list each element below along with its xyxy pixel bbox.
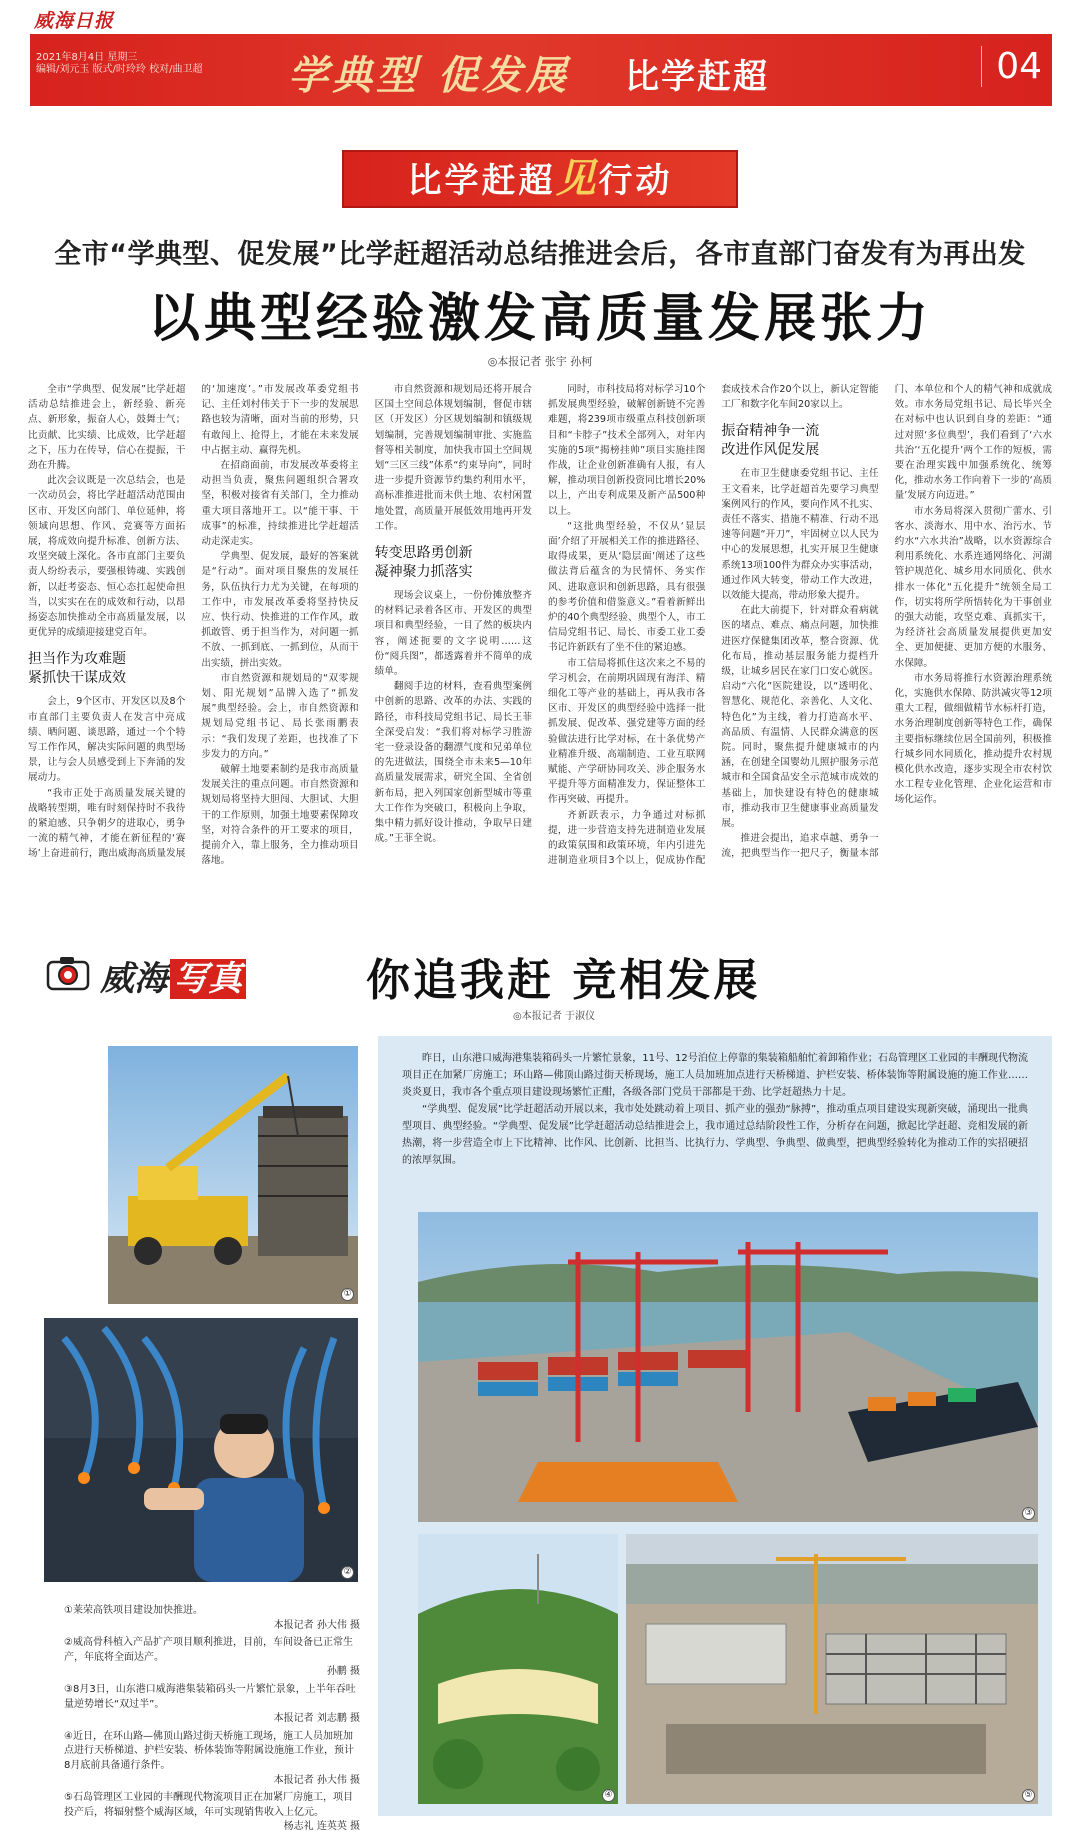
article-paragraph: “这批典型经验，不仅从‘显层面’介绍了开展相关工作的推进路径、取得成果，更从‘隐层面’阐述了这些做法背后蕴含的为民情怀、务实作风、进取意识和创新思路，具有很强的参考价值和借鉴意义。”看着新鲜出炉的40个典型经验、典型个人，市工信局党组书记、局长、市委工业工委书记许新跃有了坐不住的紧迫感。 <box>547 520 706 654</box>
banner-slogan: 学典型 促发展 <box>288 52 570 99</box>
article-paragraph: 市水务局将深入贯彻广蕾水、引客水、淡海水、用中水、治污水、节约水“六水共治”战略，以水资源综合利用系统化、水系连通网络化、河湖管护规范化、城乡用水同质化、供水排水一体化“五化提升”统领全局工作，切实将所学所悟转化为干事创业的强大动能，攻坚克难、真抓实干，为经济社会高质量发展提供更加安全、更加便捷、更加方便的水服务、水保障。 <box>894 505 1052 669</box>
caption <box>64 1683 360 1727</box>
section-badge <box>342 150 738 208</box>
page-number: 04 <box>981 46 1042 87</box>
photo-4-image <box>418 1534 618 1804</box>
article-paragraph: 同时，市科技局将对标学习10个抓发展典型经验，破解创新链不完善难题，将239项市级重点科技创新项目和“卡脖子”技术全部列入，对年内实施的5项“揭榜挂帅”项目实施挂图作战，让企业创新准确有人报，有人解，推动项目创新投资同比增长20%以上，产出专利成果及新产品500种以上。 <box>547 384 706 517</box>
article-paragraph: 在市卫生健康委党组书记、主任王文看来，比学赶超首先要学习典型案例风行的作风，要向作风不扎实、责任不落实、措施不精准、行动不迅速等问题“开刀”，牢固树立以人民为中心的发展思想，扎实开展卫生健康系统13项100件为群众办实事活动，通过作风大转变，带动工作大改进，以效能大提高，带动形象大提升。 <box>721 468 879 602</box>
caption-credit: 本报记者 刘志鹏 摄 <box>273 1713 360 1725</box>
photo-industrial-site <box>626 1534 1038 1804</box>
article-paragraph: 翻阅手边的材料，查看典型案例中创新的思路、改革的办法、实践的路径，市科技局党组书记、局长王菲全深受启发：“我们将对标学习胜游宅一登录设备的翻漂气度和兄弟单位的先进做法，围绕全市未来5—10年高质量发展需求，研究全国、全省创新布局，把入列国家创新型城市等重大工作作为突破口，积极向上争取，集中精力抓好设计推动，争取早日建成。”王菲全说。 <box>374 681 532 845</box>
article-paragraph: “我市正处于高质量发展关键的战略转型期，唯有时刻保持时不我待的紧迫感、只争朝夕的进取心，勇争一流的精气神，才能在新征程的‘赛场’上奋进前行，跑出威海高质量发展的‘加速度’。”市发展改革委党组书记、主任刘村伟关于下一步的发展思路也较为清晰，面对当前的形势，只有敢闯上、抢得上，才能在未来发展中占据主动、赢得先机。 <box>28 384 359 860</box>
photo-number: ③ <box>1022 1507 1035 1520</box>
article-paragraph: 市水务局将推行水资源治理系统化，实施供水保障、防洪减灾等12项重大工程，做细做精节水标杆打造，水务治理制度创新等特色工作，确保主要指标继续位居全国前列，积极推行城乡同水同质化，推动提升农村规模化供水改造，逐步实现全市农村饮水工程专业化管理、企业化运营和市场化运作。 <box>894 672 1052 806</box>
caption <box>64 1636 360 1680</box>
photo-number: ① <box>341 1288 354 1301</box>
photo-number: ⑤ <box>1022 1789 1035 1802</box>
photo-number: ④ <box>602 1789 615 1802</box>
article-subheading <box>28 650 185 688</box>
intro-paragraph: 昨日，山东港口威海港集装箱码头一片繁忙景象，11号、12号泊位上停靠的集装箱船舶忙着卸箱作业；石岛管理区工业园的丰酬现代物流项目正在加紧厂房施工；环山路—佛顶山路过街天桥现场，施工人员加班加点进行天桥梯道、护栏安装、桥体装饰等附属设施的施工作业……炎炎夏日，我市各个重点项目建设现场繁忙正酣，各级各部门党员干部都是干劲、比学赶超热力十足。 <box>402 1053 1028 1098</box>
subheading-text: 担当作为攻难题 紧抓快干谋成效 <box>28 651 126 687</box>
article-headline: 以典型经验激发高质量发展张力 <box>147 288 932 349</box>
caption <box>64 1791 360 1835</box>
section-label-emph: 见 <box>555 155 599 202</box>
photo-section-brand <box>46 947 286 999</box>
masthead-logo: 威海日报 <box>34 10 115 32</box>
photo-number: ② <box>341 1566 354 1579</box>
photo-container-port <box>418 1212 1038 1522</box>
article-paragraph: 市自然资源和规划局的“双零规划、阳光规划”品牌入选了“抓发展”典型经验。会上，市自然资源和规划局党组书记、局长张雨鹏表示：“我们发现了差距，也找准了下步发力的方向。” <box>201 672 359 760</box>
article-paragraph: 市自然资源和规划局还将开展合区国土空间总体规划编制，督促市辖区（开发区）分区规划编制和镇级规划编制，完善规划编制审批、实施监督等相关制度，加快我市国土空间规划“三区三线”体系“约束导向”，同时进一步提升资源节约集约利用水平，高标准推进批而未供土地、农村闲置地处置，高质量开展低效用地再开发工作。 <box>374 384 532 532</box>
article-subheading <box>721 422 878 460</box>
caption-credit: 本报记者 孙大伟 摄 <box>273 1774 360 1786</box>
article-kicker: 全市“学典型、促发展”比学赶超活动总结推进会后，各市直部门奋发有为再出发 <box>54 239 1026 270</box>
caption-credit: 本报记者 孙大伟 摄 <box>273 1619 360 1631</box>
caption-credit: 孙鹏 摄 <box>326 1666 360 1678</box>
photo-2-image <box>44 1318 358 1582</box>
article-body <box>28 382 1052 930</box>
brand-highlight: 写真 <box>170 959 246 999</box>
caption-text: ②威高骨科植入产品扩产项目顺利推进，目前，车间设备已正常生产，年底将全面达产。 <box>64 1637 353 1663</box>
page-banner <box>30 34 1052 106</box>
article-paragraph: 市工信局将抓住这次来之不易的学习机会，在前期巩固现有海洋、精细化工等产业的基础上，再从我市各区市、开发区的典型经验中选择一批抓发展、促改革、强党建等方面的经验做法进行比学对标，在十条优势产业精准升级、高端制造、工业互联网赋能、产学研协同攻关、涉企服务水平提升等方面精准发力，保证整体工作再突破、再提升。 <box>547 657 706 806</box>
photo-intro <box>402 1050 1028 1169</box>
photo-worker-equipment <box>44 1318 358 1582</box>
article-paragraph: 齐新跃表示，力争通过对标抓提，进一步营造支持先进制造业发展的政策氛围和政策环境，年内引进先进制造业项目3个以上，促成协作配套成技术合作20个以上，新认定智能工厂和数字化车间20家以上。 <box>547 384 879 867</box>
caption <box>64 1604 360 1633</box>
article-paragraph: 会上，9个区市、开发区以及8个市直部门主要负责人在发言中亮成绩、晒问题、谈思路，通过一个个特写工作作风，解决实际问题的典型场景，让与会人员感受到上下奔涌的发展动力。 <box>28 696 186 784</box>
photo-captions <box>64 1604 360 1838</box>
caption <box>64 1730 360 1788</box>
photo-headline: 你追我赶 竞相发展 <box>366 955 761 1006</box>
camera-icon <box>46 955 90 991</box>
photo-brand-text <box>100 951 246 1000</box>
article-paragraph: 破解土地要素制约是我市高质量发展关注的重点问题。市自然资源和规划局将坚持大胆闯、大胆试、大胆干的工作原则，加强土地要素保障攻坚，对符合条件的开工要求的项目，提前介入，靠上服务，全力推动项目落地。 <box>201 764 359 867</box>
article-paragraph: 现场会议桌上，一份份摊放整齐的材料记录着各区市、开发区的典型项目和典型经验，一目了然的板块内容，阐述扼要的文字说明……这份“阅兵图”，都透露着并不简单的成绩单。 <box>374 590 532 678</box>
article-subheading <box>375 544 532 582</box>
subheading-text: 转变思路勇创新 凝神聚力抓落实 <box>374 545 473 581</box>
photo-hillside-greenery <box>418 1534 618 1804</box>
banner-meta <box>36 52 202 76</box>
article-paragraph: 此次会议既是一次总结会，也是一次动员会，将比学赶超活动范围由区市、开发区向部门、单位延伸，将领域向思想、作风、竞赛等方面拓展，将成效向提升标准、创新方法、攻坚突破上深化。各市直部门主要负责人纷纷表示，要强根铸魂、实践创新，以赶考姿态、恒心态扛起使命担当，以实实在在的成效和行动，以昂扬姿态加快推动全市高质量发展，以更优异的成绩迎接建党百年。 <box>28 475 186 639</box>
photo-5-image <box>626 1534 1038 1804</box>
article-paragraph: 在此大前提下，针对群众看病就医的堵点、难点、痛点问题，加快推进医疗保健集团改革，整合资源、优化布局，推动基层服务能力提档升级，让城乡居民在家门口安心就医。启动“六化”医院建设，以“透明化、智慧化、规范化、亲善化、人文化、特色化”为主线，着力打造高水平、高品质、有温情、人民群众满意的医院。同时，聚焦提升健康城市的内涵，在创建全国婴幼儿照护服务示范城市和全国食品安全示范城市成效的基础上，加快建设有特色的健康城市，推动我市卫生健康事业高质量发展。 <box>721 605 879 830</box>
article-paragraph: 在招商面前，市发展改革委将主动担当负责，聚焦问题组织合署攻坚，积极对接省有关部门，全力推动重大项目落地开工。以“能干事、干成事”的标准，持续推进比学赶超活动走深走实。 <box>201 460 359 548</box>
photo-3-image <box>418 1212 1038 1522</box>
article-paragraph: 全市“学典型、促发展”比学赶超活动总结推进会上，新经验、新亮点、新形象，振奋人心，鼓舞士气；比贡献、比实绩、比成效，比学赶超之下，压力在传导，信心在提振，干劲在升腾。 <box>28 384 186 472</box>
section-label-suffix: 行动 <box>598 161 673 201</box>
banner-subtitle: 比学赶超 <box>625 57 769 97</box>
article-paragraph: 推进会提出，追求卓越、勇争一流，把典型当作一把尺子，衡量本部门、本单位和个人的精气神和成就成效。市水务局党组书记、局长毕兴全在对标中也认识到自身的差距：“通过对照‘多位典型’，我们看到了‘六水共治’‘五化提升’两个工作的短板，需要在治理实践中加强系统化、统筹化，推动水务工作向着下一步的‘高质量’发展方向迈进。” <box>721 384 1052 860</box>
caption-text: ①莱荣高铁项目建设加快推进。 <box>64 1605 203 1616</box>
caption-credit: 杨志礼 连英英 摄 <box>283 1821 360 1833</box>
section-label-prefix: 比学赶超 <box>407 161 556 201</box>
photo-1-image <box>108 1046 358 1304</box>
photo-rail-construction <box>108 1046 358 1304</box>
brand-prefix: 威海 <box>100 959 168 999</box>
intro-paragraph: “学典型、促发展”比学赶超活动开展以来，我市处处跳动着上项目、抓产业的强劲“脉搏”，推动重点项目建设实现新突破，涌现出一批典型项目、典型经验。“学典型、促发展”比学赶超活动总结推进会上，我市通过总结阶段性工作，分析存在问题，掀起比学赶超、竞相发展的新热潮，将一步营造全市上下比精神、比作风、比创新、比担当、比执行力、学典型、争典型、做典型，把典型经验转化为推动工作的实招硬招的浓厚氛围。 <box>402 1104 1028 1166</box>
caption-text: ⑤石岛管理区工业园的丰酬现代物流项目正在加紧厂房施工，项目投产后，将辐射整个威海区域，年可实现销售收入上亿元。 <box>64 1792 353 1818</box>
date-line: 2021年8月4日 星期三 <box>36 52 138 63</box>
caption-text: ④近日，在环山路—佛顶山路过街天桥施工现场，施工人员加班加点进行天桥梯道、护栏安装、桥体装饰等附属设施施工作业，预计8月底前具备通行条件。 <box>64 1730 354 1771</box>
article-byline: ◎本报记者 张宇 孙柯 <box>487 355 593 368</box>
photo-byline: ◎本报记者 于淑仪 <box>513 1011 595 1022</box>
caption-text: ③8月3日，山东港口威海港集装箱码头一片繁忙景象，上半年吞吐量逆势增长“双过半”。 <box>64 1683 356 1710</box>
subheading-text: 振奋精神争一流 改进作风促发展 <box>721 423 820 459</box>
article-paragraph: 学典型、促发展，最好的答案就是“行动”。面对项目聚焦的发展任务，队伍执行力尤为关键，在每项的工作中，市发展改革委将坚持快反应、快行动、快推进的工作作风，敢抓敢管、勇于担当作为，对问题一抓不放、一抓到底、一抓到位，从而干出实绩，拼出实效。 <box>201 551 359 669</box>
editors-line: 编辑/刘元玉 版式/时玲玲 校对/曲卫超 <box>36 64 203 75</box>
